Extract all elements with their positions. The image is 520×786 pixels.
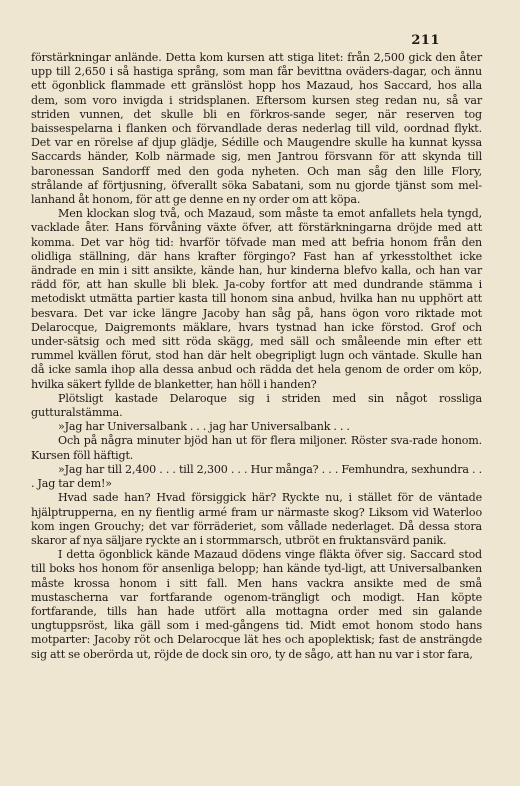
paragraph-7: Hvad sade han? Hvad försiggick här? Ryckte nu, i stället för de väntade hjälptrupperna, en ny fientlig armé fram ur närmaste skog? Liksom vid Waterloo kom ingen Grouchy; det var förräderiet, som vållade nederlaget. Då dessa stora skaror af nya säljare ryckte an i stormmarsch, utbröt en fruktansvärd panik. (31, 491, 482, 547)
paragraph-3: Plötsligt kastade Delaroque sig i striden med sin något rossliga gutturalstämma. (31, 391, 482, 420)
page-number: 211 (411, 33, 440, 48)
paragraph-2: Men klockan slog två, och Mazaud, som måste ta emot anfallets hela tyngd, vacklade åter. Hans förvåning växte öfver, att förstärkningarna dröjde med att komma. Det var hög tid: hvarför töfvade man med att befria honom från den olidliga ställning, där hans krafter förgingo? Fast han af yrkesstolthet icke ändrade en min i sitt ansikte, kände han, hur kinderna blefvo kalla, och han var rädd för, att han skulle bli blek. Ja-coby fortfor att med dundrande stämma i metodiskt utmätta partier kasta till honom sina anbud, hvilka han nu upphört att besvara. Det var icke längre Jacoby han såg på, hans ögon voro riktade mot Delarocque, Daigremonts mäklare, hvars tystnad han icke förstod. Grof och under-sätsig och med sitt röda skägg, med säll och småleende min efter ett rummel kvällen förut, stod han där helt obegripligt lugn och väntade. Skulle han då icke samla ihop alla dessa anbud och rädda det hela genom de order om köp, hvilka säkert fyllde de blanketter, han höll i handen? (31, 207, 482, 391)
paragraph-1: förstärkningar anlände. Detta kom kursen att stiga litet: från 2,500 gick den åter upp till 2,650 i så hastiga språng, som man får bevittna oväders-dagar, och ännu ett ögonblick flammade ett gränslöst hopp hos Mazaud, hos Saccard, hos alla dem, som voro invigda i stridsplanen. Eftersom kursen steg redan nu, så var striden vunnen, det skulle bli en förkros-sande seger, när reserven tog baissespelarna i flanken och förvandlade deras nederlag till vild, oordnad flykt. Det var en rörelse af djup glädje, Sédille och Maugendre skulle ha kunnat kyssa Saccards händer, Kolb närmade sig, men Jantrou försvann för att skynda till baronessan Sandorff med den goda nyheten. Och man såg den lille Flory, strålande af förtjusning, öfverallt söka Sabatani, som nu gjorde tjänst som mel-lanhand åt honom, för att ge denne en ny order om att köpa. (31, 51, 482, 207)
paragraph-5: Och på några minuter bjöd han ut för flera miljoner. Röster sva-rade honom. Kursen föll häftigt. (31, 434, 482, 462)
paragraph-4: »Jag har Universalbank . . . jag har Universalbank . . . (58, 420, 350, 434)
paragraph-8: I detta ögonblick kände Mazaud dödens vinge fläkta öfver sig. Saccard stod till boks hos honom för ansenliga belopp; han kände tyd-ligt, att Universalbanken måste krossa honom i sitt fall. Men hans vackra ansikte med de små mustascherna var fortfarande ogenom-trängligt och modigt. Han köpte fortfarande, tills han hade utfört alla mottagna order med sin galande ungtuppsröst, lika gäll som i med-gångens tid. Midt emot honom stodo hans motparter: Jacoby röt och Delarocque lät hes och apoplektisk; fast de ansträngde sig att se oberörda ut, röjde de dock sin oro, ty de sågo, att han nu var i stor fara, (31, 548, 482, 661)
paragraph-6: »Jag har till 2,400 . . . till 2,300 . . . Hur många? . . . Femhundra, sexhundra . . . Jag tar dem!» (31, 462, 482, 491)
